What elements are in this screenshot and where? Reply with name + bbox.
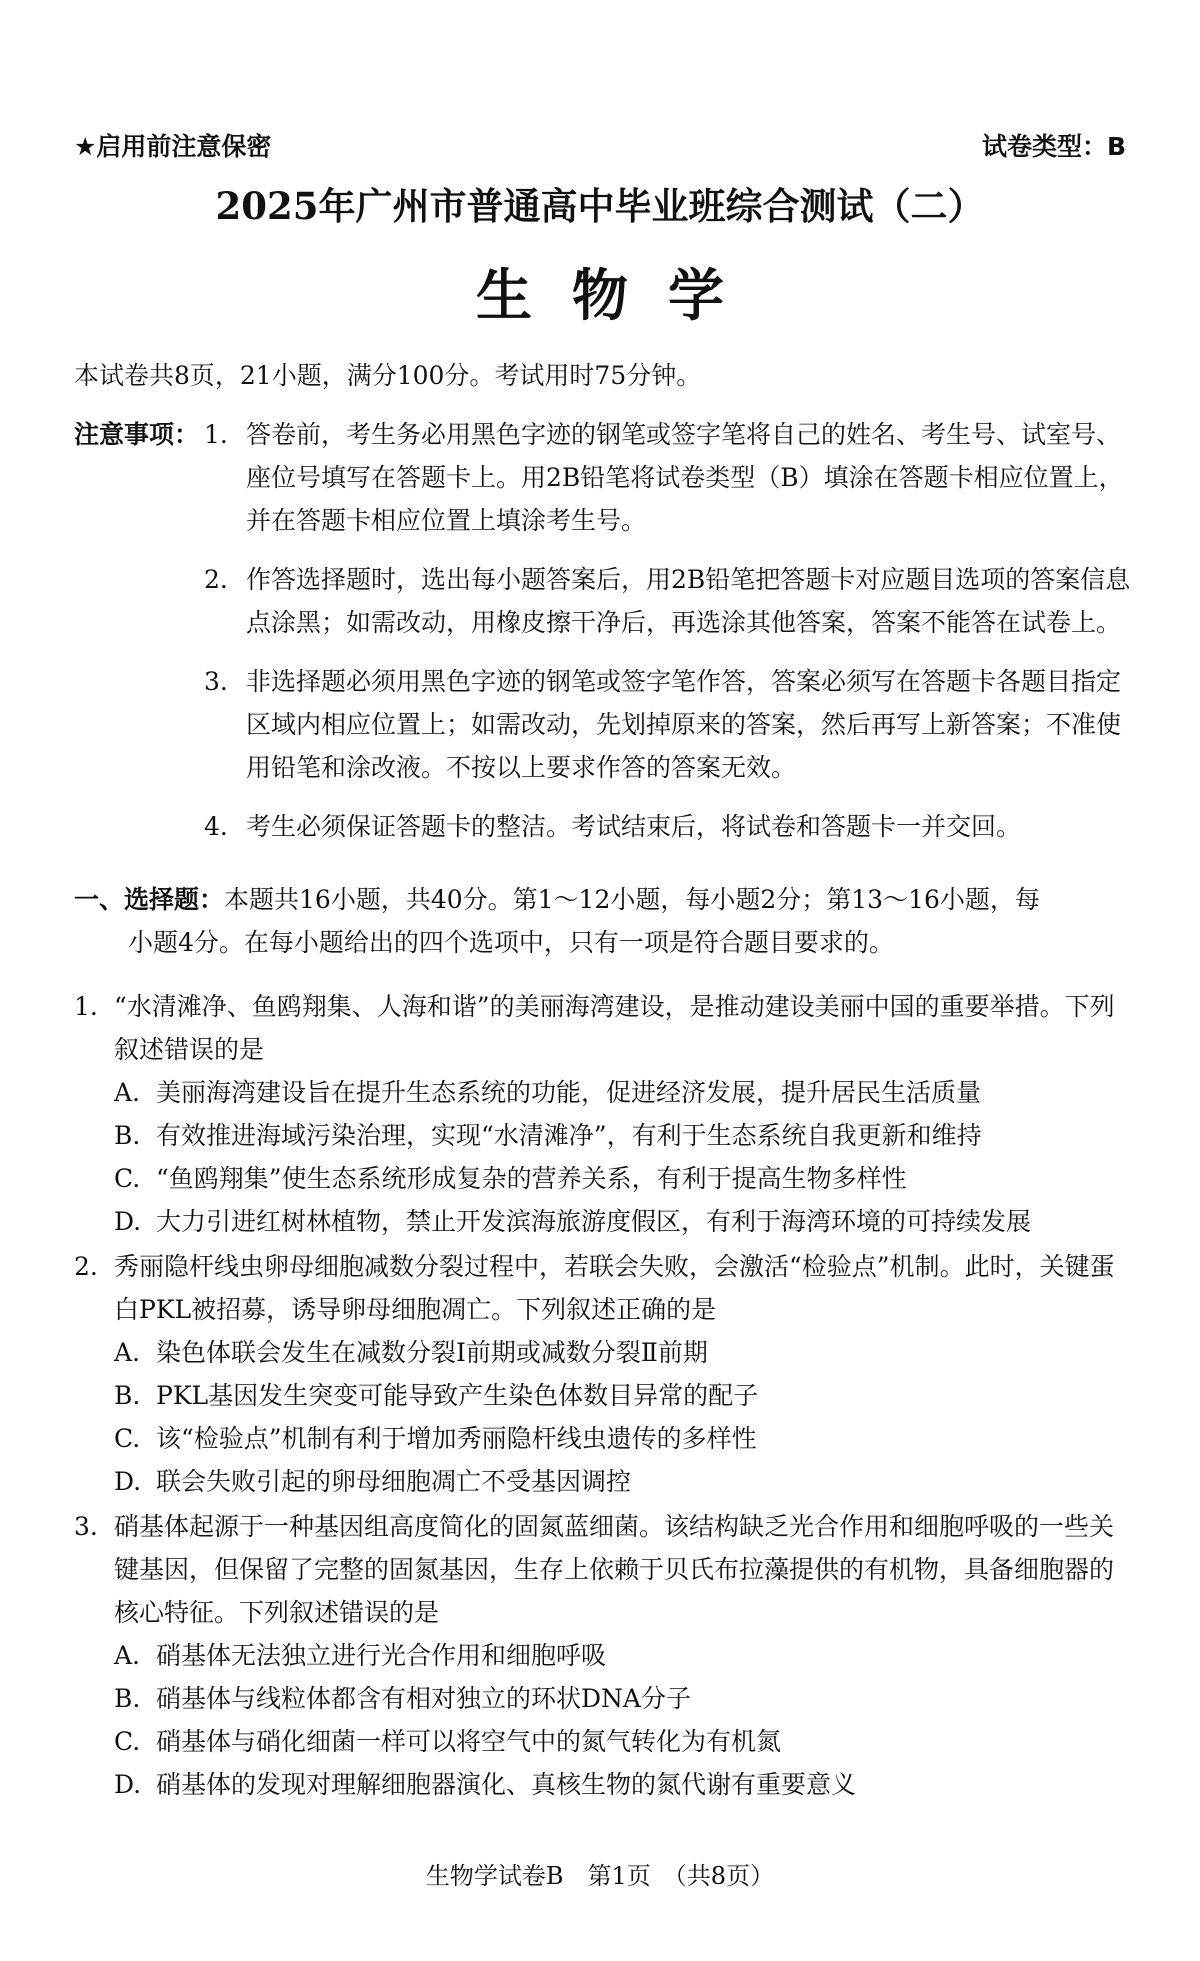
note-text: 非选择题必须用黑色字迹的钢笔或签字笔作答，答案必须写在答题卡各题目指定区域内相应位置上；如需改动，先划掉原来的答案，然后再写上新答案；不准使用铅笔和涂改液。不按以上要求作答的答案无效。 [246,667,1122,782]
note-item [204,413,1134,542]
section-heading [74,878,1134,964]
question-number: 2. [74,1252,98,1281]
option-a [74,1331,1134,1374]
note-number: 3. [204,667,228,696]
option-d [74,1763,1134,1806]
option-text: 该“检验点”机制有利于增加秀丽隐杆线虫遗传的多样性 [156,1424,757,1453]
option-text: 美丽海湾建设旨在提升生态系统的功能，促进经济发展，提升居民生活质量 [156,1078,982,1107]
question-2 [74,1245,1134,1503]
note-item [204,660,1134,789]
option-text: 有效推进海域污染治理，实现“水清滩净”，有利于生态系统自我更新和维持 [156,1121,982,1150]
top-line [74,128,1126,164]
option-text: 联会失败引起的卵母细胞凋亡不受基因调控 [156,1467,632,1496]
option-label: B. [114,1684,141,1713]
note-text: 答卷前，考生务必用黑色字迹的钢笔或签字笔将自己的姓名、考生号、试室号、座位号填写在答题卡上。用2B铅笔将试卷类型（B）填涂在答题卡相应位置上，并在答题卡相应位置上填涂考生号。 [246,420,1124,535]
option-label: B. [114,1381,141,1410]
option-a [74,1634,1134,1677]
option-label: D. [114,1207,142,1236]
option-b [74,1114,1134,1157]
option-text: 染色体联会发生在减数分裂Ⅰ前期或减数分裂Ⅱ前期 [156,1338,708,1367]
option-label: D. [114,1467,142,1496]
question-1 [74,985,1134,1243]
question-text: “水清滩净、鱼鸥翔集、人海和谐”的美丽海湾建设，是推动建设美丽中国的重要举措。下列叙述错误的是 [114,992,1115,1064]
question-stem [74,985,1134,1071]
exam-intro: 本试卷共8页，21小题，满分100分。考试用时75分钟。 [74,361,702,390]
option-text: 硝基体的发现对理解细胞器演化、真核生物的氮代谢有重要意义 [156,1770,857,1799]
option-label: C. [114,1424,141,1453]
option-text: PKL基因发生突变可能导致产生染色体数目异常的配子 [156,1381,759,1410]
note-number: 1. [204,420,228,449]
option-a [74,1071,1134,1114]
notes-block [74,413,1134,864]
option-text: 硝基体与硝化细菌一样可以将空气中的氮气转化为有机氮 [156,1727,782,1756]
option-text: “鱼鸥翔集”使生态系统形成复杂的营养关系，有利于提高生物多样性 [156,1164,907,1193]
option-c [74,1417,1134,1460]
option-label: D. [114,1770,142,1799]
option-c [74,1720,1134,1763]
question-stem [74,1245,1134,1331]
option-label: C. [114,1727,141,1756]
questions-list [74,985,1134,1808]
option-label: A. [114,1338,141,1367]
exam-title: 2025年广州市普通高中毕业班综合测试（二） [215,184,985,228]
option-label: A. [114,1078,141,1107]
question-3 [74,1505,1134,1806]
note-number: 4. [204,812,228,841]
note-number: 2. [204,565,228,594]
option-label: C. [114,1164,141,1193]
confidential-note: ★启用前注意保密 [74,131,272,161]
section-instructions-line2: 小题4分。在每小题给出的四个选项中，只有一项是符合题目要求的。 [128,928,894,957]
option-label: B. [114,1121,141,1150]
question-number: 3. [74,1512,98,1541]
section-title: 一、选择题： [74,885,225,914]
option-d [74,1460,1134,1503]
subject-title: 生物学 [476,264,764,329]
option-d [74,1200,1134,1243]
section-instructions-line1: 本题共16小题，共40分。第1～12小题，每小题2分；第13～16小题，每 [224,885,1040,914]
option-text: 硝基体与线粒体都含有相对独立的环状DNA分子 [156,1684,691,1713]
notes-label: 注意事项： [74,420,200,449]
note-text: 作答选择题时，选出每小题答案后，用2B铅笔把答题卡对应题目选项的答案信息点涂黑；如需改动，用橡皮擦干净后，再选涂其他答案，答案不能答在试卷上。 [246,565,1131,637]
option-text: 硝基体无法独立进行光合作用和细胞呼吸 [156,1641,607,1670]
question-stem [74,1505,1134,1634]
question-text: 硝基体起源于一种基因组高度简化的固氮蓝细菌。该结构缺乏光合作用和细胞呼吸的一些关键基因，但保留了完整的固氮基因，生存上依赖于贝氏布拉藻提供的有机物，具备细胞器的核心特征。下列叙述错误的是 [114,1512,1115,1627]
option-b [74,1374,1134,1417]
page-footer: 生物学试卷B 第1页 （共8页） [425,1862,775,1890]
note-text: 考生必须保证答题卡的整洁。考试结束后，将试卷和答题卡一并交回。 [246,812,1022,841]
option-label: A. [114,1641,141,1670]
question-number: 1. [74,992,98,1021]
paper-type: 试卷类型：B [981,131,1126,161]
question-text: 秀丽隐杆线虫卵母细胞减数分裂过程中，若联会失败，会激活“检验点”机制。此时，关键蛋白PKL被招募，诱导卵母细胞凋亡。下列叙述正确的是 [114,1252,1115,1324]
note-item [204,805,1134,848]
note-item [204,558,1134,644]
option-text: 大力引进红树林植物，禁止开发滨海旅游度假区，有利于海湾环境的可持续发展 [156,1207,1032,1236]
option-b [74,1677,1134,1720]
option-c [74,1157,1134,1200]
